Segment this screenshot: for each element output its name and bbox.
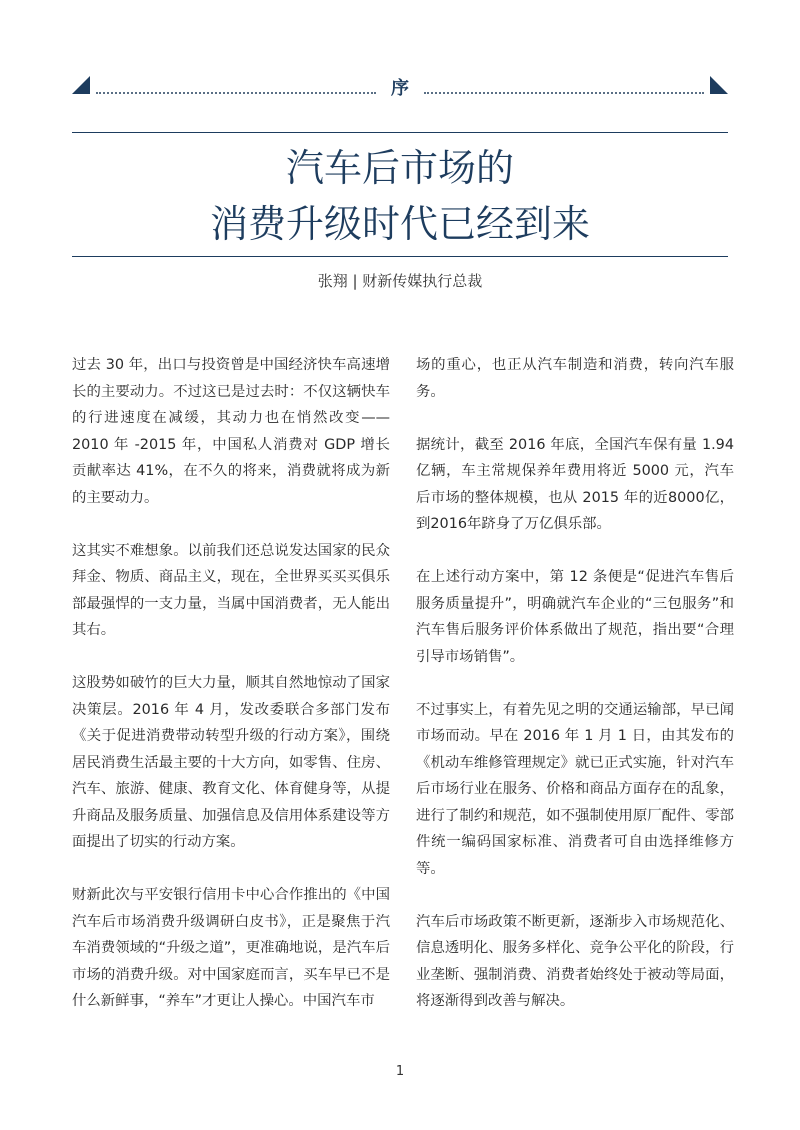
title-rule-bottom xyxy=(72,256,728,257)
paragraph: 据统计，截至 2016 年底，全国汽车保有量 1.94 亿辆，车主常规保养年费用将近 5000 元，汽车后市场的整体规模，也从 2015 年的近8000亿，到2016年跻身了万亿俱乐部。 xyxy=(416,436,734,532)
left-column xyxy=(72,352,390,1041)
dotted-divider-right xyxy=(424,92,704,94)
title-line-1: 汽车后市场的 xyxy=(285,146,514,190)
triangle-right-icon xyxy=(710,76,728,94)
title-line-2: 消费升级时代已经到来 xyxy=(209,202,590,246)
paragraph: 这股势如破竹的巨大力量，顺其自然地惊动了国家决策层。2016 年 4 月，发改委联合多部门发布《关于促进消费带动转型升级的行动方案》，围绕居民消费生活最主要的十大方向，如零售、住房、汽车、旅游、健康、教育文化、体育健身等，从提升商品及服务质量、加强信息及信用体系建设等方面提出了切实的行动方案。 xyxy=(72,675,390,850)
right-column xyxy=(416,352,734,1041)
page-number: 1 xyxy=(395,1064,405,1079)
paragraph: 场的重心，也正从汽车制造和消费，转向汽车服务。 xyxy=(416,357,734,400)
page-title xyxy=(72,140,728,252)
paragraph: 这其实不难想象。以前我们还总说发达国家的民众拜金、物质、商品主义，现在，全世界买买买俱乐部最强悍的一支力量，当属中国消费者，无人能出其右。 xyxy=(72,542,390,638)
section-label: 序 xyxy=(391,78,409,99)
paragraph: 在上述行动方案中，第 12 条便是“促进汽车售后服务质量提升”，明确就汽车企业的“三包服务”和汽车售后服务评价体系做出了规范，指出要“合理引导市场销售”。 xyxy=(416,569,734,665)
paragraph: 过去 30 年，出口与投资曾是中国经济快车高速增长的主要动力。不过这已是过去时：不仅这辆快车的行进速度在减缓，其动力也在悄然改变——2010 年 -2015 年，中国私人消费对 GDP 增长贡献率达 41%，在不久的将来，消费就将成为新的主要动力。 xyxy=(72,357,390,506)
section-header xyxy=(72,74,728,98)
paragraph: 财新此次与平安银行信用卡中心合作推出的《中国汽车后市场消费升级调研白皮书》，正是聚焦于汽车消费领域的“升级之道”，更准确地说，是汽车后市场的消费升级。对中国家庭而言，买车早已不是什么新鲜事，“养车”才更让人操心。中国汽车市 xyxy=(72,887,390,1009)
title-rule-top xyxy=(72,132,728,133)
paragraph: 不过事实上，有着先见之明的交通运输部，早已闻市场而动。早在 2016 年 1 月 1 日，由其发布的《机动车维修管理规定》就已正式实施，针对汽车后市场行业在服务、价格和商品方面存在的乱象，进行了制约和规范，如不强制使用原厂配件、零部件统一编码国家标准、消费者可自由选择维修方等。 xyxy=(416,701,734,877)
paragraph: 汽车后市场政策不断更新，逐渐步入市场规范化、信息透明化、服务多样化、竞争公平化的阶段，行业垄断、强制消费、消费者始终处于被动等局面，将逐渐得到改善与解决。 xyxy=(416,913,734,1009)
author-byline: 张翔 | 财新传媒执行总裁 xyxy=(317,272,483,290)
